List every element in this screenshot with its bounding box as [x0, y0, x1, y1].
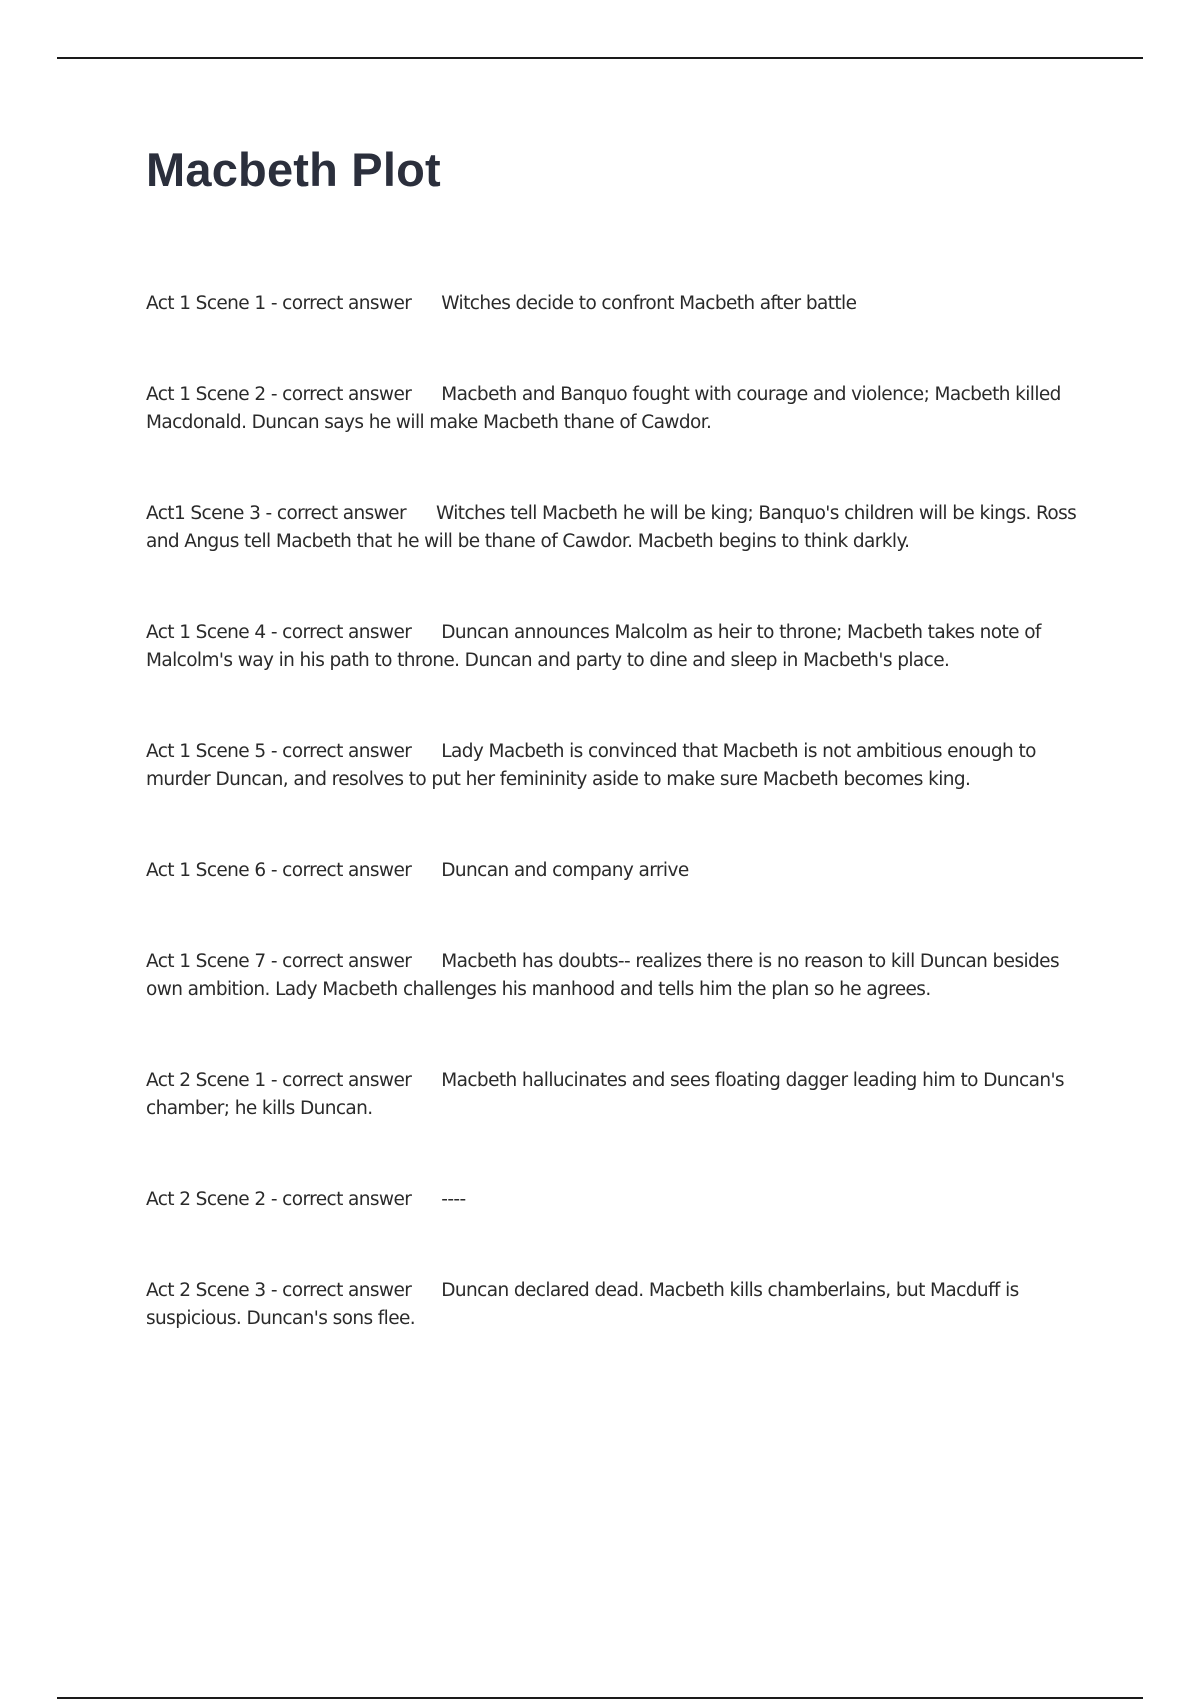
scene-description: Duncan declared dead. Macbeth kills chamberlains, but Macduff is suspicious. Duncan's sons flee. — [146, 1280, 1019, 1329]
list-item — [146, 381, 1096, 437]
scene-description: Macbeth hallucinates and sees floating dagger leading him to Duncan's chamber; he kills Duncan. — [146, 1070, 1064, 1119]
list-item — [146, 290, 1096, 318]
list-item — [146, 948, 1096, 1004]
list-item — [146, 1186, 1096, 1214]
list-item — [146, 619, 1096, 675]
bottom-rule — [57, 1697, 1143, 1699]
scene-label: Act 1 Scene 5 - correct answer — [146, 741, 412, 762]
scene-label: Act 1 Scene 7 - correct answer — [146, 951, 412, 972]
page-title: Macbeth Plot — [146, 143, 441, 196]
scene-description: ---- — [441, 1189, 466, 1210]
scene-description: Macbeth has doubts-- realizes there is no reason to kill Duncan besides own ambition. Lady Macbeth challenges his manhood and tells him the plan so he agrees. — [146, 951, 1059, 1000]
scene-description: Witches decide to confront Macbeth after battle — [441, 293, 857, 314]
list-item — [146, 1277, 1096, 1333]
scene-description: Witches tell Macbeth he will be king; Banquo's children will be kings. Ross and Angus tell Macbeth that he will be thane of Cawdor. Macbeth begins to think darkly. — [146, 503, 1077, 552]
top-rule — [57, 57, 1143, 59]
scene-description: Duncan and company arrive — [441, 860, 689, 881]
scene-label: Act 2 Scene 2 - correct answer — [146, 1189, 412, 1210]
scene-description: Macbeth and Banquo fought with courage and violence; Macbeth killed Macdonald. Duncan says he will make Macbeth thane of Cawdor. — [146, 384, 1061, 433]
scene-label: Act 1 Scene 1 - correct answer — [146, 293, 412, 314]
scene-label: Act 1 Scene 4 - correct answer — [146, 622, 412, 643]
list-item — [146, 500, 1096, 556]
list-item — [146, 857, 1096, 885]
scene-label: Act 1 Scene 2 - correct answer — [146, 384, 412, 405]
plot-list — [146, 290, 1096, 1396]
list-item — [146, 1067, 1096, 1123]
scene-description: Duncan announces Malcolm as heir to throne; Macbeth takes note of Malcolm's way in his path to throne. Duncan and party to dine and sleep in Macbeth's place. — [146, 622, 1041, 671]
scene-label: Act 1 Scene 6 - correct answer — [146, 860, 412, 881]
scene-label: Act 2 Scene 3 - correct answer — [146, 1280, 412, 1301]
scene-label: Act1 Scene 3 - correct answer — [146, 503, 406, 524]
list-item — [146, 738, 1096, 794]
scene-label: Act 2 Scene 1 - correct answer — [146, 1070, 412, 1091]
scene-description: Lady Macbeth is convinced that Macbeth is not ambitious enough to murder Duncan, and resolves to put her femininity aside to make sure Macbeth becomes king. — [146, 741, 1036, 790]
